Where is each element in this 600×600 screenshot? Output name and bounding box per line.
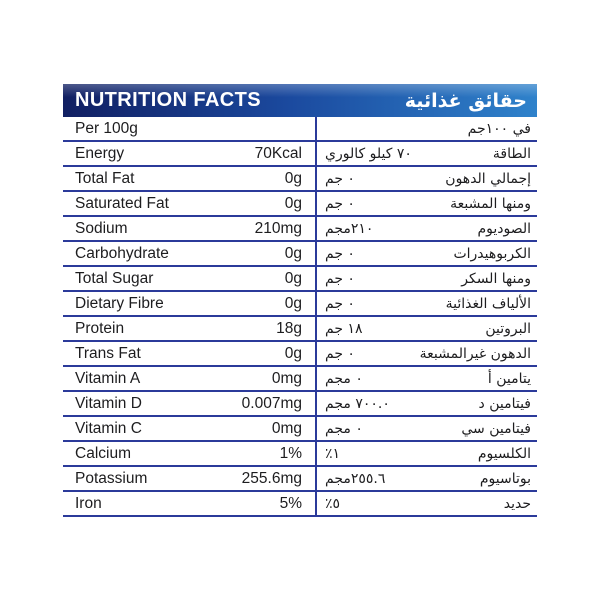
- table-row: [63, 192, 537, 217]
- nutrition-facts-label: [63, 84, 537, 517]
- nutrient-name-ar: حديد: [503, 495, 531, 512]
- table-row: [63, 417, 537, 442]
- nutrient-value-en: 0g: [284, 344, 302, 362]
- row-english-cell: [63, 467, 315, 490]
- nutrient-value-en: 1%: [279, 444, 302, 462]
- table-row: [63, 267, 537, 292]
- row-english-cell: [63, 342, 315, 365]
- nutrient-value-ar: ٠ جم: [325, 270, 355, 287]
- nutrient-name-ar: فيتامين د: [478, 395, 531, 412]
- nutrient-value-en: 0mg: [271, 369, 302, 387]
- row-arabic-cell: [315, 242, 537, 265]
- nutrition-table: [63, 117, 537, 517]
- row-english-cell: [63, 492, 315, 515]
- nutrient-name-ar: الصوديوم: [477, 220, 531, 237]
- row-arabic-cell: [315, 442, 537, 465]
- row-english-cell: [63, 292, 315, 315]
- table-row: [63, 442, 537, 467]
- table-row: [63, 392, 537, 417]
- row-english-cell: [63, 317, 315, 340]
- nutrient-name-ar: يتامين أ: [487, 370, 531, 387]
- nutrient-value-ar: ٧٠ كيلو كالوري: [325, 145, 412, 162]
- table-title-english: NUTRITION FACTS: [75, 89, 261, 111]
- row-arabic-cell: [315, 392, 537, 415]
- nutrient-value-ar: ٪٥: [325, 495, 341, 512]
- row-english-cell: [63, 167, 315, 190]
- nutrient-value-en: 70Kcal: [254, 144, 302, 162]
- table-row: [63, 492, 537, 517]
- nutrient-value-ar: ٠ جم: [325, 245, 355, 262]
- row-english-cell: [63, 117, 315, 140]
- nutrient-name-en: Vitamin D: [75, 394, 142, 412]
- row-arabic-cell: [315, 192, 537, 215]
- nutrient-name-ar: الطاقة: [492, 145, 531, 162]
- nutrient-name-en: Sodium: [75, 219, 128, 237]
- nutrient-value-en: 210mg: [254, 219, 302, 237]
- table-row: [63, 367, 537, 392]
- table-row: [63, 467, 537, 492]
- nutrient-value-ar: ٠ جم: [325, 295, 355, 312]
- table-row: [63, 317, 537, 342]
- nutrient-value-en: 0g: [284, 294, 302, 312]
- row-english-cell: [63, 442, 315, 465]
- nutrient-name-ar: الألياف الغذائية: [445, 295, 531, 312]
- nutrient-value-ar: ٪١: [325, 445, 341, 462]
- row-arabic-cell: [315, 167, 537, 190]
- table-row: [63, 242, 537, 267]
- row-arabic-cell: [315, 467, 537, 490]
- nutrient-name-en: Per 100g: [75, 119, 138, 137]
- table-row: [63, 342, 537, 367]
- nutrient-name-en: Iron: [75, 494, 102, 512]
- nutrient-value-ar: ١٨ جم: [325, 320, 363, 337]
- nutrient-name-ar: بوتاسيوم: [479, 470, 531, 487]
- row-english-cell: [63, 367, 315, 390]
- nutrient-name-ar: في ١٠٠جم: [467, 120, 531, 137]
- nutrient-value-ar: ٠ جم: [325, 345, 355, 362]
- row-arabic-cell: [315, 342, 537, 365]
- nutrient-value-ar: ٠ مجم: [325, 420, 363, 437]
- nutrient-value-en: 255.6mg: [241, 469, 302, 487]
- row-english-cell: [63, 142, 315, 165]
- nutrient-name-en: Vitamin C: [75, 419, 142, 437]
- nutrient-name-en: Vitamin A: [75, 369, 141, 387]
- nutrient-name-en: Total Sugar: [75, 269, 154, 287]
- nutrient-name-ar: ومنها المشبعة: [450, 195, 531, 212]
- row-english-cell: [63, 242, 315, 265]
- table-row: [63, 167, 537, 192]
- nutrient-value-en: 18g: [276, 319, 302, 337]
- table-row: [63, 117, 537, 142]
- nutrient-value-en: 0g: [284, 169, 302, 187]
- nutrient-name-en: Energy: [75, 144, 125, 162]
- nutrient-value-ar: ٢٥٥.٦مجم: [325, 470, 386, 487]
- nutrient-name-en: Calcium: [75, 444, 131, 462]
- nutrient-name-en: Trans Fat: [75, 344, 141, 362]
- nutrient-name-en: Potassium: [75, 469, 148, 487]
- nutrient-value-ar: ٠ جم: [325, 170, 355, 187]
- nutrient-name-ar: فيتامين سي: [461, 420, 531, 437]
- row-english-cell: [63, 417, 315, 440]
- nutrient-name-en: Saturated Fat: [75, 194, 169, 212]
- nutrient-value-en: 0g: [284, 244, 302, 262]
- row-arabic-cell: [315, 292, 537, 315]
- table-header-bar: [63, 84, 537, 117]
- row-arabic-cell: [315, 142, 537, 165]
- row-english-cell: [63, 192, 315, 215]
- nutrient-value-en: 0g: [284, 194, 302, 212]
- nutrient-value-en: 0g: [284, 269, 302, 287]
- row-english-cell: [63, 392, 315, 415]
- row-arabic-cell: [315, 267, 537, 290]
- nutrient-name-ar: البروتين: [485, 320, 531, 337]
- table-row: [63, 142, 537, 167]
- nutrient-name-ar: الكربوهيدرات: [453, 245, 531, 262]
- nutrient-value-en: 0.007mg: [241, 394, 302, 412]
- nutrient-name-en: Protein: [75, 319, 125, 337]
- row-english-cell: [63, 217, 315, 240]
- nutrient-value-en: 5%: [279, 494, 302, 512]
- nutrient-name-ar: الكلسيوم: [477, 445, 531, 462]
- table-title-arabic: حقائق غذائية: [404, 89, 527, 112]
- nutrient-name-ar: إجمالي الدهون: [445, 170, 531, 187]
- row-arabic-cell: [315, 217, 537, 240]
- row-arabic-cell: [315, 492, 537, 515]
- table-row: [63, 292, 537, 317]
- row-english-cell: [63, 267, 315, 290]
- nutrient-name-en: Carbohydrate: [75, 244, 169, 262]
- nutrient-name-en: Total Fat: [75, 169, 135, 187]
- table-row: [63, 217, 537, 242]
- row-arabic-cell: [315, 317, 537, 340]
- nutrient-value-en: 0mg: [271, 419, 302, 437]
- nutrient-value-ar: ٢١٠مجم: [325, 220, 374, 237]
- nutrient-value-ar: ٧٠٠.٠ مجم: [325, 395, 390, 412]
- nutrient-value-ar: ٠ مجم: [325, 370, 363, 387]
- row-arabic-cell: [315, 367, 537, 390]
- row-arabic-cell: [315, 117, 537, 140]
- nutrient-name-en: Dietary Fibre: [75, 294, 164, 312]
- nutrient-name-ar: ومنها السكر: [461, 270, 531, 287]
- nutrient-name-ar: الدهون غيرالمشبعة: [419, 345, 531, 362]
- nutrient-value-ar: ٠ جم: [325, 195, 355, 212]
- row-arabic-cell: [315, 417, 537, 440]
